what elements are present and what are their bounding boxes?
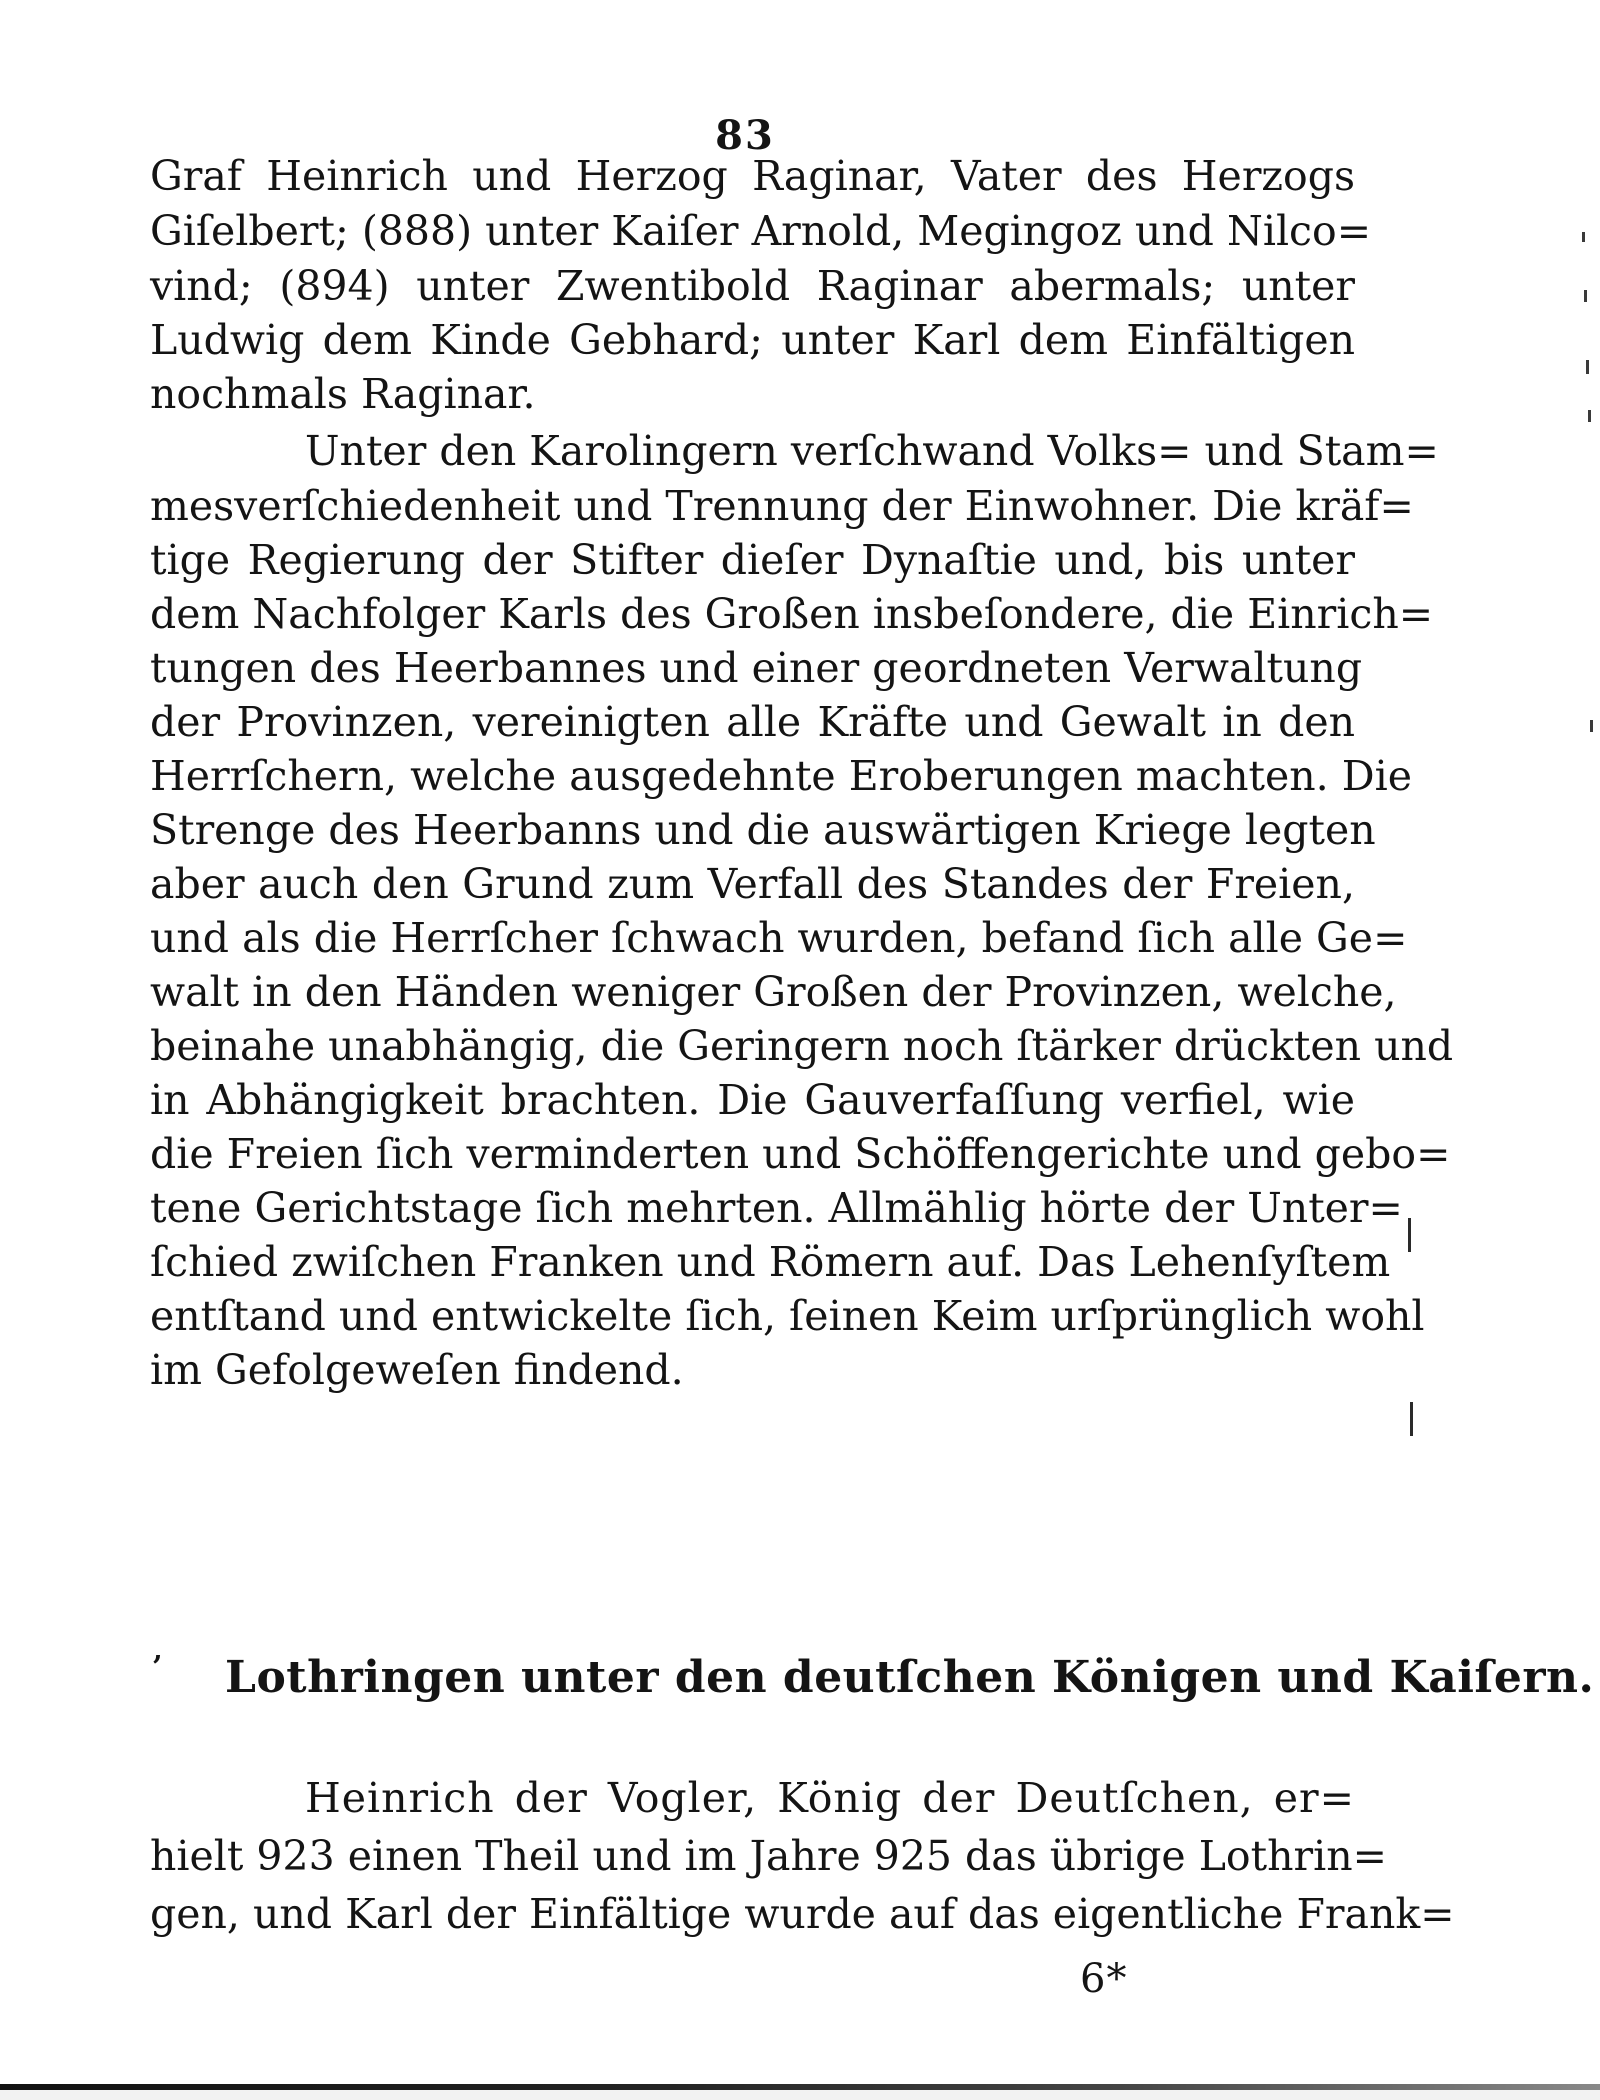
edge-speck	[1582, 232, 1585, 242]
edge-speck	[1588, 410, 1591, 422]
edge-speck	[1586, 360, 1589, 374]
text-line: vind; (894) unter Zwentibold Raginar abermals; unter	[150, 262, 1355, 310]
margin-mark	[1408, 1218, 1411, 1252]
text-line: beinahe unabhängig, die Geringern noch ſtärker drückten und	[150, 1022, 1454, 1070]
text-line: Graf Heinrich und Herzog Raginar, Vater des Herzogs	[150, 152, 1355, 200]
text-line: ſchied zwiſchen Franken und Römern auf. Das Lehenſyſtem	[150, 1238, 1391, 1286]
text-line: in Abhängigkeit brachten. Die Gauverfaſſung verfiel, wie	[150, 1076, 1355, 1124]
text-line: Herrſchern, welche ausgedehnte Eroberungen machten. Die	[150, 752, 1412, 800]
margin-mark	[1410, 1402, 1413, 1436]
text-line: Giſelbert; (888) unter Kaiſer Arnold, Megingoz und Nilco=	[150, 207, 1372, 255]
page-bottom-fade	[0, 2090, 1600, 2100]
edge-speck	[1590, 720, 1593, 732]
page-number: 83	[715, 112, 775, 159]
edge-speck	[1584, 290, 1587, 302]
heading-mark: ’	[152, 1650, 163, 1685]
text-line: Ludwig dem Kinde Gebhard; unter Karl dem Einfältigen	[150, 316, 1355, 364]
text-line: tene Gerichtstage ſich mehrten. Allmählig hörte der Unter=	[150, 1184, 1403, 1232]
text-line: entſtand und entwickelte ſich, ſeinen Keim urſprünglich wohl	[150, 1292, 1425, 1340]
text-line: im Gefolgeweſen findend.	[150, 1346, 684, 1394]
text-line: tige Regierung der Stifter dieſer Dynaſtie und, bis unter	[150, 536, 1355, 584]
text-line: mesverſchiedenheit und Trennung der Einwohner. Die kräf=	[150, 482, 1414, 530]
text-line: dem Nachfolger Karls des Großen insbeſondere, die Einrich=	[150, 590, 1434, 638]
text-line: Unter den Karolingern verſchwand Volks= und Stam=	[305, 427, 1439, 475]
signature-mark: 6*	[1080, 1956, 1128, 2002]
text-line: tungen des Heerbannes und einer geordneten Verwaltung	[150, 644, 1363, 692]
text-line: Strenge des Heerbanns und die auswärtigen Kriege legten	[150, 806, 1376, 854]
text-line: und als die Herrſcher ſchwach wurden, befand ſich alle Ge=	[150, 914, 1408, 962]
text-line: walt in den Händen weniger Großen der Provinzen, welche,	[150, 968, 1397, 1016]
text-line: hielt 923 einen Theil und im Jahre 925 das übrige Lothrin=	[150, 1832, 1387, 1880]
text-line: Heinrich der Vogler, König der Deutſchen, er=	[305, 1774, 1355, 1822]
text-line: aber auch den Grund zum Verfall des Standes der Freien,	[150, 860, 1355, 908]
text-line: gen, und Karl der Einfältige wurde auf das eigentliche Frank=	[150, 1890, 1455, 1938]
text-line: die Freien ſich verminderten und Schöffengerichte und gebo=	[150, 1130, 1451, 1178]
section-heading: Lothringen unter den deutſchen Königen und Kaiſern.	[225, 1652, 1595, 1703]
text-line: der Provinzen, vereinigten alle Kräfte und Gewalt in den	[150, 698, 1355, 746]
text-line: nochmals Raginar.	[150, 370, 536, 418]
